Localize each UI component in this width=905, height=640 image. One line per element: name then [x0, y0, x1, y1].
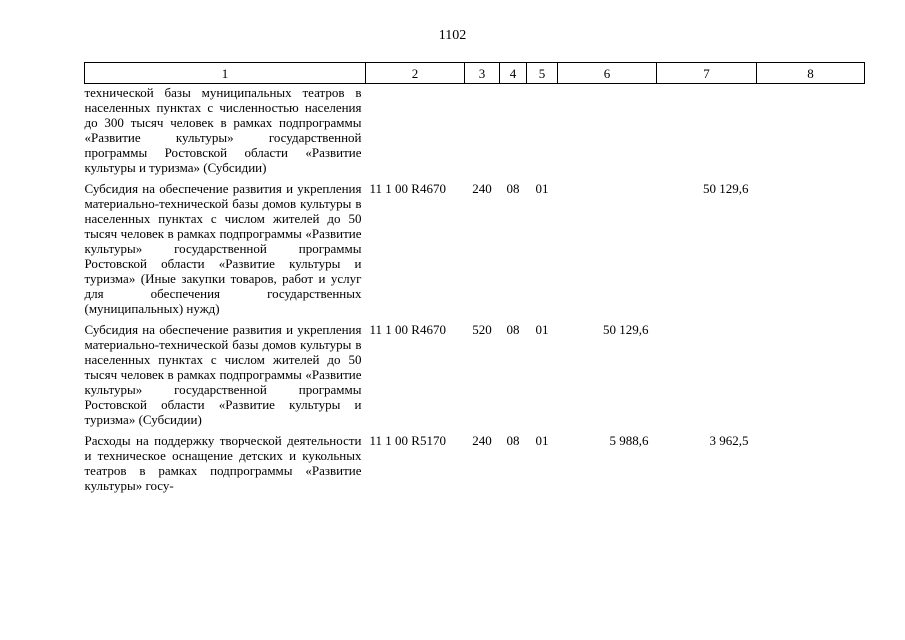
- column-header: 7: [657, 63, 757, 84]
- amount-col7: 3 962,5: [709, 433, 749, 448]
- header-row: [85, 63, 865, 84]
- amount-col6: 5 988,6: [609, 433, 649, 448]
- target-article-code: [366, 84, 465, 176]
- amount-col8: [757, 427, 865, 493]
- row-description: Субсидия на обеспечение развития и укрепления материально-технической базы домов культуры в населенных пунктах с числом жителей до 50 тысяч человек в рамках подпрограммы «Развитие культуры» государственной программы Ростовской области «Развитие культуры и туризма» (Иные закупки товаров, работ и услуг для обеспечения государственных (муниципальных) нужд): [84, 181, 362, 316]
- row-description: Расходы на поддержку творческой деятельности и техническое оснащение детских и кукольных театров в рамках подпрограммы «Развитие культуры» госу-: [84, 433, 362, 493]
- amount-col8: [757, 175, 865, 316]
- expense-type: [465, 84, 500, 176]
- amount-col7: 50 129,6: [703, 181, 749, 196]
- column-header: 4: [500, 63, 527, 84]
- row-description: Субсидия на обеспечение развития и укрепления материально-технической базы домов культуры в населенных пунктах с числом жителей до 50 тысяч человек в рамках подпрограммы «Развитие культуры» государственной программы Ростовской области «Развитие культуры и туризма» (Субсидии): [84, 322, 362, 427]
- amount-col7: [657, 84, 757, 176]
- table-row: [85, 175, 865, 316]
- target-article-code: 11 1 00 R4670: [369, 181, 446, 196]
- expense-type: 240: [472, 433, 492, 448]
- section-code: [500, 84, 527, 176]
- table-body: [85, 84, 865, 494]
- section-code: 08: [506, 181, 520, 196]
- row-description: технической базы муниципальных театров в населенных пунктах с численностью населения до 300 тысяч человек в рамках подпрограммы «Развитие культуры» государственной программы Ростовской области «Развитие культуры и туризма» (Субсидии): [84, 85, 362, 175]
- table-row: [85, 427, 865, 493]
- amount-col8: [757, 84, 865, 176]
- target-article-code: 11 1 00 R4670: [369, 322, 446, 337]
- column-header: 3: [465, 63, 500, 84]
- subsection-code: 01: [535, 433, 549, 448]
- subsection-code: 01: [535, 322, 549, 337]
- amount-col6: [558, 175, 657, 316]
- amount-col8: [757, 316, 865, 427]
- column-header: 8: [757, 63, 865, 84]
- column-header: 5: [527, 63, 558, 84]
- column-header: 1: [85, 63, 366, 84]
- subsection-code: 01: [535, 181, 549, 196]
- column-header: 6: [558, 63, 657, 84]
- page-number: 1102: [438, 28, 467, 43]
- amount-col7: [657, 316, 757, 427]
- table-row: [85, 316, 865, 427]
- target-article-code: 11 1 00 R5170: [369, 433, 446, 448]
- section-code: 08: [506, 322, 520, 337]
- column-header: 2: [366, 63, 465, 84]
- section-code: 08: [506, 433, 520, 448]
- amount-col6: [558, 84, 657, 176]
- table-row: [85, 84, 865, 176]
- budget-table: [84, 62, 865, 493]
- expense-type: 520: [472, 322, 492, 337]
- amount-col6: 50 129,6: [603, 322, 649, 337]
- expense-type: 240: [472, 181, 492, 196]
- subsection-code: [527, 84, 558, 176]
- table-header: [85, 63, 865, 84]
